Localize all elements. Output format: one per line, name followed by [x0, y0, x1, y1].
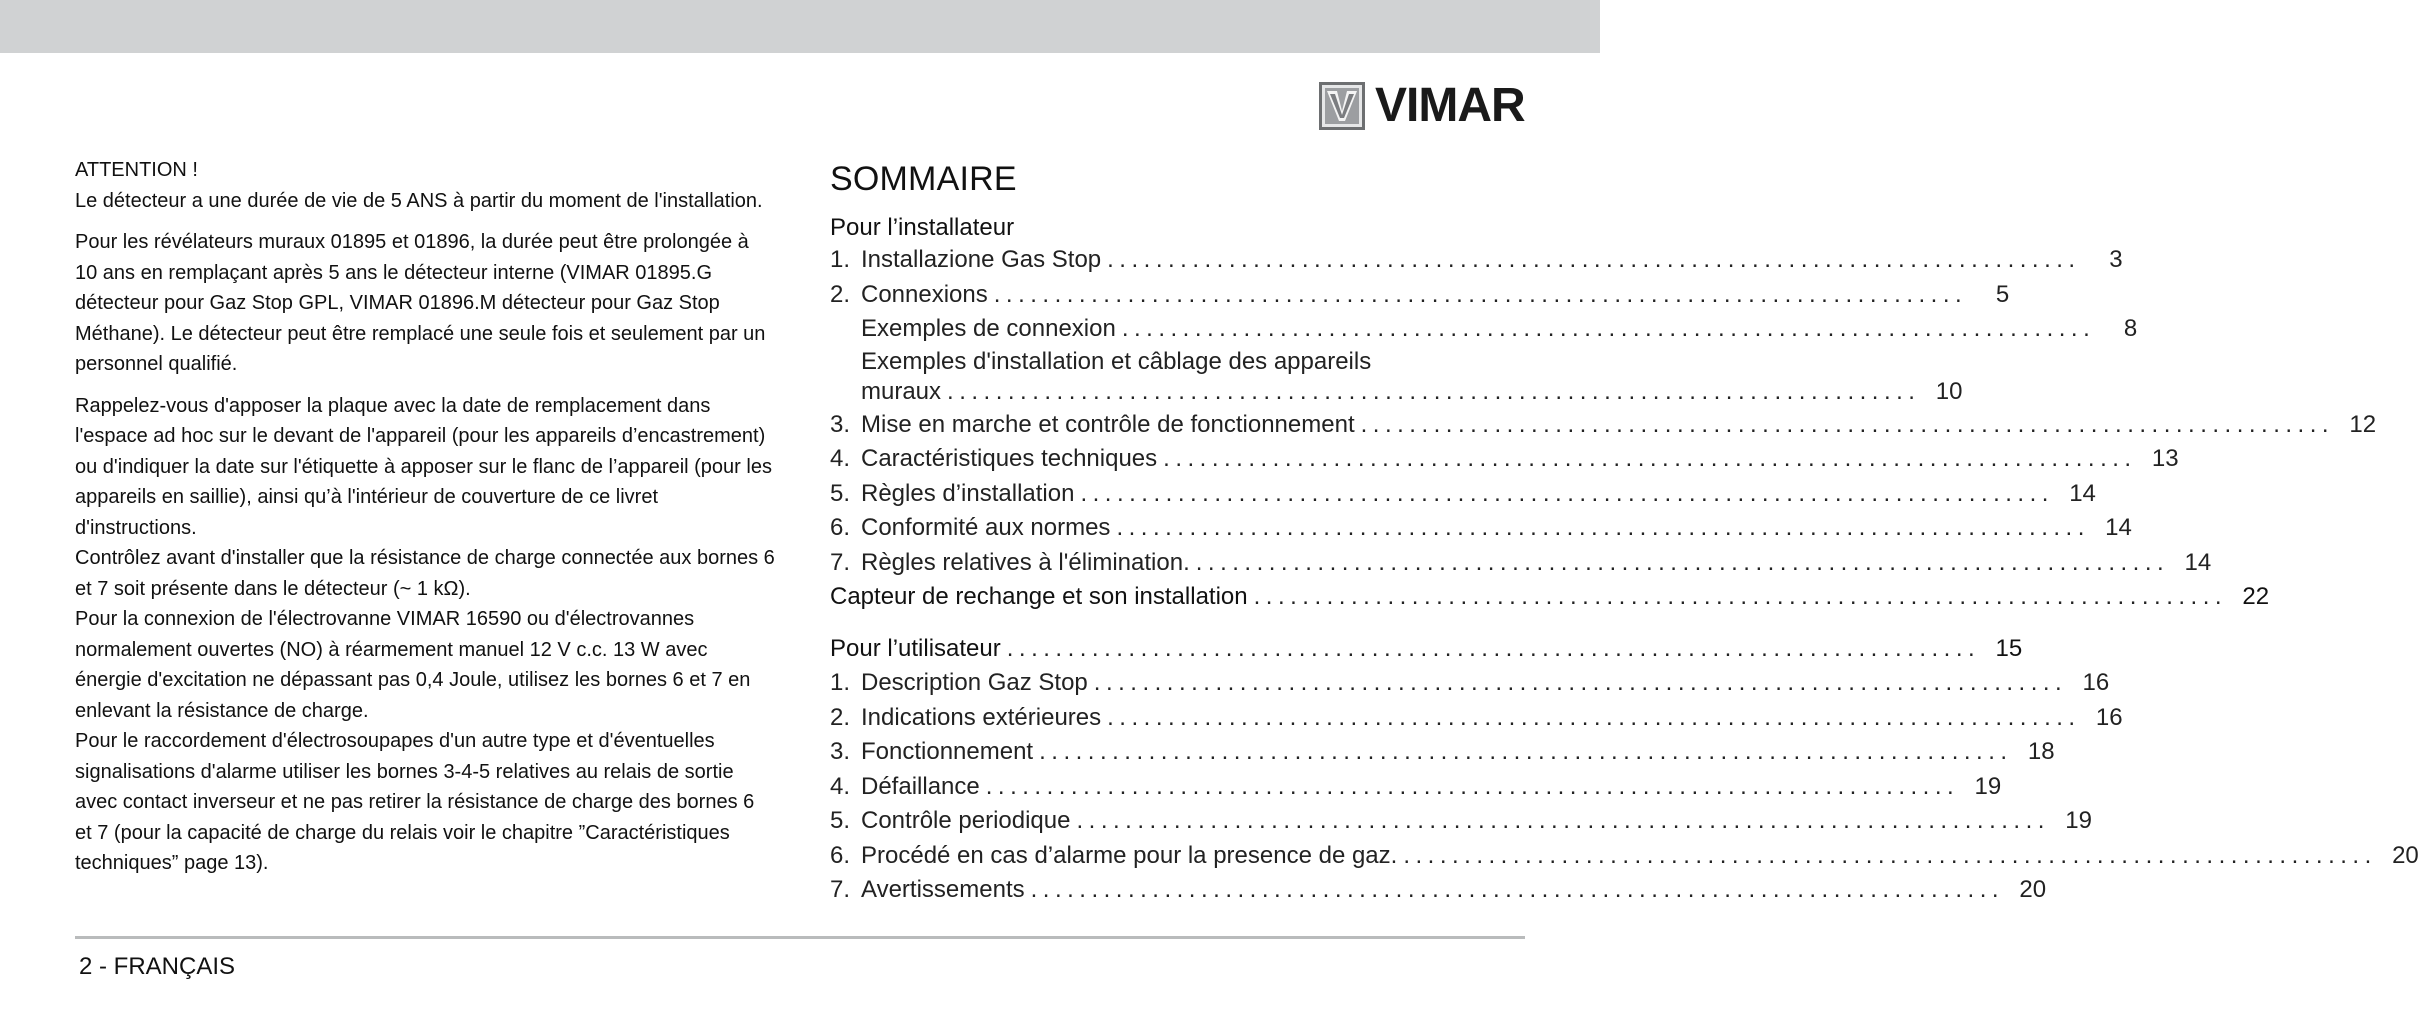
dot-leader: ................................................................................: [993, 280, 1968, 308]
toc-title: SOMMAIRE: [830, 160, 1017, 198]
toc-item-label: muraux: [861, 377, 942, 405]
toc-item[interactable]: [830, 243, 2123, 278]
toc-item-page: 13: [2151, 445, 2179, 472]
toc-item-page: 16: [2095, 703, 2123, 731]
table-of-contents: [830, 158, 2419, 908]
toc-item[interactable]: [830, 408, 2377, 443]
dot-leader: ................................................................................: [1116, 514, 2090, 541]
toc-item-label: Capteur de rechange et son installation: [830, 583, 1248, 610]
toc-item-number: 5.: [830, 807, 851, 834]
toc-item-page: 18: [2027, 738, 2055, 765]
toc-item-replacement-sensor[interactable]: [830, 580, 2270, 615]
toc-item-label: Avertissements: [861, 876, 1025, 903]
dot-leader: ................................................................................: [1006, 634, 1981, 662]
dot-leader: ................................................................................: [1107, 246, 2081, 273]
toc-item-label: Règles d’installation: [861, 479, 1075, 507]
toc-item-page: 3: [2109, 246, 2123, 273]
dot-leader: ................................................................................: [1253, 583, 2228, 610]
dot-leader: ................................................................................: [1403, 841, 2377, 869]
user-section-heading[interactable]: [830, 632, 2023, 667]
resistance-check-paragraph: Contrôlez avant d'installer que la résistance de charge connectée aux bornes 6 et 7 soit présente dans le détecteur (~ 1 kΩ).: [75, 547, 775, 600]
toc-item-page: 20: [2392, 841, 2419, 869]
dot-leader: ................................................................................: [1107, 703, 2081, 731]
toc-item[interactable]: [830, 347, 1520, 377]
dot-leader: ................................................................................: [985, 772, 1960, 800]
toc-item[interactable]: [830, 477, 2096, 512]
toc-item-label: Indications extérieures: [861, 703, 1102, 731]
toc-item-number: 7.: [830, 876, 851, 903]
toc-item-page: 16: [2082, 669, 2110, 696]
toc-item[interactable]: [830, 442, 2179, 477]
toc-item-label: Exemples d'installation et câblage des appareils: [861, 347, 1372, 375]
toc-item-page: 14: [2184, 548, 2212, 576]
toc-item-number: 4.: [830, 445, 851, 472]
page-footer-label: 2 - FRANÇAIS: [79, 953, 236, 980]
warning-text-column: [75, 155, 775, 879]
extension-paragraph: Pour les révélateurs muraux 01895 et 01896, la durée peut être prolongée à 10 ans en remplaçant après 5 ans le détecteur interne (VIMAR 01895.G détecteur pour Gaz Stop GPL, VIMAR 01896.M détecteur pour Gaz Stop Méthane). Le détecteur peut être remplacé une seule fois et seulement par un personnel qualifié.: [75, 231, 766, 375]
dot-leader: ................................................................................: [947, 377, 1921, 405]
toc-item-page: 8: [2123, 315, 2138, 342]
toc-item-page: 10: [1935, 377, 1963, 405]
dot-leader: ................................................................................: [1030, 876, 2005, 903]
header-band: [0, 0, 1600, 53]
toc-item-number: 1.: [830, 246, 851, 273]
toc-item-label: Installazione Gas Stop: [861, 246, 1102, 273]
toc-item[interactable]: [830, 546, 2212, 581]
toc-item-label: Mise en marche et contrôle de fonctionnement: [861, 410, 1355, 438]
toc-item-page: 14: [2069, 479, 2096, 507]
installer-section-heading: Pour l’installateur: [830, 214, 1015, 241]
toc-item-number: 7.: [830, 548, 851, 576]
dot-leader: ................................................................................: [1093, 669, 2068, 696]
toc-item[interactable]: [830, 701, 2123, 736]
toc-item-label: Règles relatives à l'élimination.: [861, 548, 1190, 576]
toc-item-number: 4.: [830, 772, 851, 800]
brand-logo: [1318, 81, 1525, 131]
toc-item[interactable]: [830, 873, 2047, 908]
vimar-v-logo-icon: [1318, 81, 1366, 131]
toc-item-number: 6.: [830, 514, 851, 541]
dot-leader: ................................................................................: [1076, 807, 2050, 834]
brand-name: VIMAR: [1375, 79, 1525, 132]
toc-item[interactable]: [830, 804, 2092, 839]
toc-item-number: 6.: [830, 841, 851, 869]
toc-item[interactable]: [830, 312, 2138, 347]
toc-item[interactable]: [830, 735, 2055, 770]
toc-item[interactable]: [830, 770, 2002, 805]
dot-leader: ................................................................................: [1195, 548, 2170, 576]
toc-item-page: 19: [1974, 772, 2002, 800]
toc-item[interactable]: [830, 278, 2010, 313]
toc-item-number: 1.: [830, 669, 851, 696]
toc-item-page: 14: [2105, 514, 2132, 541]
attention-heading: ATTENTION !: [75, 159, 198, 181]
dot-leader: ................................................................................: [1080, 479, 2054, 507]
toc-item[interactable]: [830, 511, 2132, 546]
dot-leader: ................................................................................: [1039, 738, 2013, 765]
toc-item-number: 2.: [830, 703, 851, 731]
toc-item-label: Conformité aux normes: [861, 514, 1111, 541]
toc-item-label: Contrôle periodique: [861, 807, 1071, 834]
toc-item-label: Procédé en cas d’alarme pour la presence de gaz.: [861, 841, 1398, 869]
footer-divider: [75, 936, 1525, 939]
toc-item-number: 3.: [830, 410, 851, 438]
toc-item-number: 5.: [830, 479, 851, 507]
toc-item[interactable]: [830, 666, 2110, 701]
toc-item-label: Défaillance: [861, 772, 980, 800]
toc-item-page: 19: [2065, 807, 2092, 834]
toc-item-page: 12: [2349, 410, 2377, 438]
toc-item-label: Exemples de connexion: [861, 315, 1116, 342]
toc-item-page: 22: [2242, 583, 2270, 610]
toc-item-number: 3.: [830, 738, 851, 765]
toc-item-label: Connexions: [861, 280, 988, 308]
toc-item-page: 20: [2019, 876, 2047, 903]
toc-item-page: 5: [1995, 280, 2010, 308]
dot-leader: ................................................................................: [1121, 315, 2096, 342]
toc-item-number: 2.: [830, 280, 851, 308]
lifetime-paragraph: Le détecteur a une durée de vie de 5 ANS à partir du moment de l'installation.: [75, 189, 763, 212]
toc-item-label: Description Gaz Stop: [861, 669, 1088, 696]
toc-item-page: 15: [1995, 634, 2023, 662]
toc-section-label: Pour l’utilisateur: [830, 634, 1001, 662]
dot-leader: ................................................................................: [1360, 410, 2335, 438]
relay-connection-paragraph: Pour le raccordement d'électrosoupapes d'un autre type et d'éventuelles signalisations d'alarme utiliser les bornes 3-4-5 relatives au relais de sortie avec contact inverseur et ne pas retirer la résistance de charge des bornes 6 et 7 (pour la capacité de charge du relais voir le chapitre ”Caractéristiques techniques” page 13).: [75, 730, 755, 874]
dot-leader: ................................................................................: [1163, 445, 2137, 472]
toc-item-continued[interactable]: [830, 377, 1963, 408]
valve-connection-paragraph: Pour la connexion de l'électrovanne VIMAR 16590 ou d'électrovannes normalement ouvertes (NO) à réarmement manuel 12 V c.c. 13 W avec énergie d'excitation ne dépassant pas 0,4 Joule, utilisez les bornes 6 et 7 en enlevant la résistance de charge.: [75, 608, 751, 722]
toc-item-label: Fonctionnement: [861, 738, 1034, 765]
toc-item[interactable]: [830, 839, 2419, 874]
toc-item-label: Caractéristiques techniques: [861, 445, 1158, 472]
label-reminder-paragraph: Rappelez-vous d'apposer la plaque avec la date de remplacement dans l'espace ad hoc sur le devant de l'appareil (pour les appareils d’encastrement) ou d'indiquer la date sur l'étiquette à apposer sur le flanc de l’appareil (pour les appareils en saillie), ainsi qu’à l'intérieur de couverture de ce livret d'instructions.: [75, 394, 772, 539]
